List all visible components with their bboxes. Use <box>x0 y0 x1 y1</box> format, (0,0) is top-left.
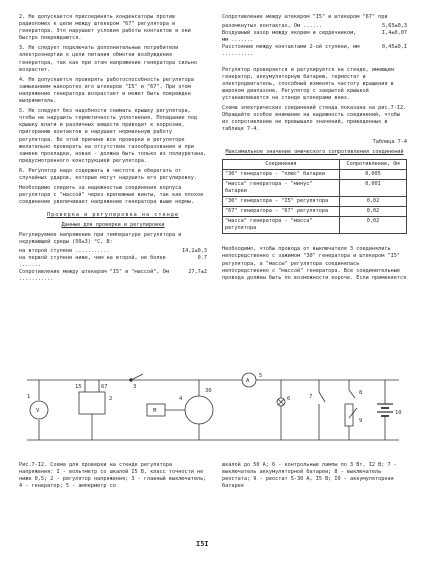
table-row <box>223 217 407 234</box>
label-3: 3 <box>133 384 137 390</box>
page-number: I5I <box>196 540 209 548</box>
label-6: 6 <box>287 396 291 402</box>
switch-blade <box>319 392 325 402</box>
label-7: 7 <box>309 394 313 400</box>
spec-continued: Сопротивление между штекером "I5" и штекером "67" при <box>222 14 388 20</box>
switch-blade <box>349 390 355 398</box>
table-header: Сопротивление, Ом <box>340 159 407 169</box>
spec-value: 27,7±2 <box>188 269 207 275</box>
spec-label: Расстояние между контактами 2-ой ступени, мм .......... <box>222 44 360 58</box>
table-header-row <box>223 159 407 169</box>
spec-label: разомкнутых контактах, Ом ...... <box>222 23 322 30</box>
label-10: 10 <box>395 410 402 416</box>
paragraph: Схема электрических соединений стенда показана на рис.7-I2. Обращайте особое внимание на надежность соединений, чтобы их сопротивление не превышало значений, приведенных в таблице 7-4. <box>222 105 407 133</box>
spec-row <box>222 44 407 58</box>
subsection-heading: Данные для проверки и регулировки <box>61 222 165 229</box>
figure-caption: Рис.7-I2. Схема для проверки на стенде регулятора напряжения: I - вольтметр со шкалой I5 В, класс точности не ниже 0,5; 2 - регулятор напряжения; 3 - главный выключатель; 4 - генератор; 5 - амперметр со <box>19 462 207 490</box>
table-cell: 0,005 <box>340 169 407 179</box>
table-title: Максимальное значение омического сопротивления соединений <box>225 148 404 155</box>
spec-row <box>222 23 407 30</box>
lamp-cross <box>278 399 284 405</box>
table-cell: "67" генератора - "67" регулятора <box>223 207 340 217</box>
paragraph: Необходимо, чтобы провода от выключателя 3 соединялись непосредственно с зажимом "30" генератора и штекером "I5" регулятора, а "массы" регулятора соединялась непосредственно с "массой" генератора. Все соединительные провода должны быть по возможности короче. Если применяется <box>222 246 407 281</box>
switch-blade <box>131 374 143 380</box>
spec-value: 0,45±0,I <box>382 44 407 51</box>
table-cell: "масса" генератора - "масса" регулятора <box>223 217 340 234</box>
label-2: 2 <box>109 396 113 402</box>
label-5: 5 <box>259 373 263 379</box>
terminal-67: 67 <box>101 384 108 390</box>
table-row <box>223 179 407 196</box>
table-cell: "30" генератора - "плюс" батареи <box>223 169 340 179</box>
spec-row <box>19 269 207 283</box>
label-9: 9 <box>359 418 363 424</box>
spec-value: 5,65±0,3 <box>382 23 407 30</box>
label-4: 4 <box>179 396 183 402</box>
ammeter-label: A <box>246 378 250 384</box>
left-column <box>19 14 207 283</box>
motor-label: M <box>153 408 157 414</box>
table-row <box>223 207 407 217</box>
right-column <box>222 14 407 284</box>
paragraph: 6. Регулятор надо содержать в чистоте и оберегать от случайных ударов, которые могут нарушить его регулировку. <box>19 167 198 181</box>
spec-value: I,4±0,07 <box>382 30 407 37</box>
spec-label: на первой ступени ниже, чем на второй, не более ....... <box>19 254 166 268</box>
spec-label: Сопротивление между штекером "I5" и "массой", Ом ........... <box>19 269 169 283</box>
paragraph: 5. Не следует без надобности снимать крышку регулятора, чтобы не нарушить герметичность уплотнения. Попадание под крышку влаги и различных веществ приводит к коррозии, пригоранию контактов и нарушает нормальную работу регулятора. Во этой причине все проверки в регуляторе желательно проверять на отсутствие газообразования и при замене прокладки, новая - должна быть только из полиуретана, предусмотренного конструкцией регулятора. <box>19 108 207 164</box>
spec-row <box>222 30 407 44</box>
voltmeter-label: V <box>36 408 40 414</box>
table-cell: 0,02 <box>340 217 407 234</box>
terminal-15: 15 <box>75 384 82 390</box>
table-cell: 0,02 <box>340 207 407 217</box>
terminal-30: 30 <box>205 388 212 394</box>
spec-row <box>19 255 207 269</box>
section-heading: Проверка и регулировка на стенде <box>47 212 179 219</box>
spec-value: 0.7 <box>197 254 207 261</box>
paragraph: 3. Не следует подключать дополнительные потребители электроэнергии к цепи питания обмотки возбуждения генератора, так как при этом напряжение генератора сильно возрастет. <box>19 45 198 73</box>
paragraph: 4. Не допускается проверять работоспособность регулятора замыканием накоротко его штекеров "I5" и "67". При этом напряжение генератора возрастает и может быть поврежден выпрямитель. <box>19 76 194 105</box>
paragraph: Необходимо следить за надежностью соединения корпуса регулятора с "массой" через крепежные винты, так как плохое соединение увеличивает напряжение генератора выше нормы. <box>19 185 204 206</box>
spec-row <box>19 248 207 255</box>
table-row <box>223 196 407 206</box>
regulator-box <box>79 392 105 414</box>
generator-symbol <box>185 396 213 424</box>
switch-contact <box>130 379 133 382</box>
label-8: 8 <box>359 390 363 396</box>
table-row <box>223 169 407 179</box>
wiring-diagram <box>19 370 409 450</box>
paragraph: Регулятор проверяется и регулируется на стенде, имеющем генератор, аккумуляторную батарею, термостат и электродвигатель, способный изменять частоту вращения в широком диапазоне. Регулятор с закрытой крышкой устанавливается на стенде штекерами вниз. <box>222 66 394 101</box>
specs-intro: Регулируемое напряжение при температуре регулятора и окружающей среды (50±3) °С, В: <box>19 231 182 245</box>
spec-value: I4,2±0,3 <box>182 247 207 254</box>
table-label: Таблица 7-4 <box>372 139 407 146</box>
table-cell: "масса" генератора - "минус" батареи <box>223 179 340 196</box>
spec-label: на второй ступени ........... <box>19 247 110 254</box>
spec-label: Воздушный зазор между якорем и сердечником, мм ....... <box>222 30 357 44</box>
figure-caption-continued: шкалой до 50 А; 6 - контрольные лампы по 3 Вт. I2 В; 7 - выключатель аккумуляторной батареи; 8 - выключатель реостата; 9 - реостат 5-30 А, I5 В; I0 - аккумуляторная батарея <box>222 462 397 490</box>
table-cell: "30" генератора - "I5" регулятора <box>223 196 340 206</box>
table-cell: 0,02 <box>340 196 407 206</box>
label-1: 1 <box>27 394 31 400</box>
resistance-table <box>222 159 407 235</box>
table-header: Соединения <box>223 159 340 169</box>
paragraph: 2. Не допускается присоединять конденсаторы против радиопомех к цепи между штекером "67" регулятора и генератора. Это нарушает условия работы контактов и они быстро повреждаются. <box>19 14 191 42</box>
table-cell: 0,00I <box>340 179 407 196</box>
